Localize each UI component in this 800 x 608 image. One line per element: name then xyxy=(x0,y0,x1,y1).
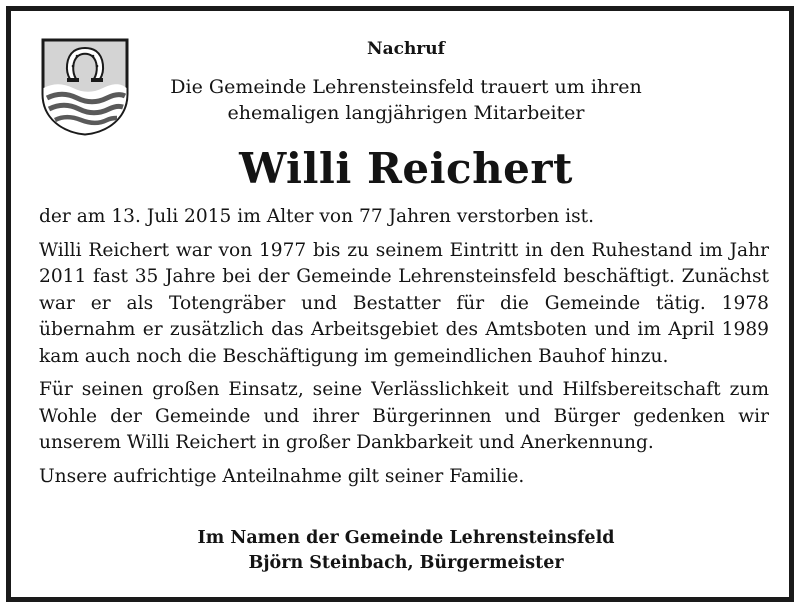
intro-line-2: ehemaligen langjährigen Mitarbeiter xyxy=(227,102,585,124)
paragraph-career: Willi Reichert war von 1977 bis zu seinem Eintritt in den Ruhestand im Jahr 2011 fast 35 Jahre bei der Gemeinde Lehrensteinsfeld beschäftigt. Zunächst war er als Totengräber und Bestatter für die Gemeinde tätig. 1978 übernahm er zusätzlich das Arbeitsgebiet des Amtsboten und im April 1989 kam auch noch die Beschäftigung im gemeindlichen Bauhof hinzu. xyxy=(39,239,769,367)
signature-line-1: Im Namen der Gemeinde Lehrensteinsfeld xyxy=(197,528,615,548)
deceased-name: Willi Reichert xyxy=(239,144,573,193)
paragraph-gratitude: Für seinen großen Einsatz, seine Verlässlichkeit und Hilfsbereitschaft zum Wohle der Gemeinde und ihrer Bürgerinnen und Bürger gedenken wir unserem Willi Reichert in großer Dankbarkeit und Anerkennung. xyxy=(39,379,769,453)
notice-body xyxy=(39,204,769,497)
intro-text xyxy=(131,74,681,126)
paragraph-date: der am 13. Juli 2015 im Alter von 77 Jahren verstorben ist. xyxy=(39,206,595,227)
paragraph-condolence: Unsere aufrichtige Anteilnahme gilt seiner Familie. xyxy=(39,465,525,487)
signature-block xyxy=(161,526,651,576)
coat-of-arms-icon xyxy=(41,38,129,136)
signature-line-2: Björn Steinbach, Bürgermeister xyxy=(248,553,564,573)
obituary-notice xyxy=(6,6,794,602)
notice-heading: Nachruf xyxy=(367,39,445,59)
intro-line-1: Die Gemeinde Lehrensteinsfeld trauert um ihren xyxy=(170,76,642,98)
